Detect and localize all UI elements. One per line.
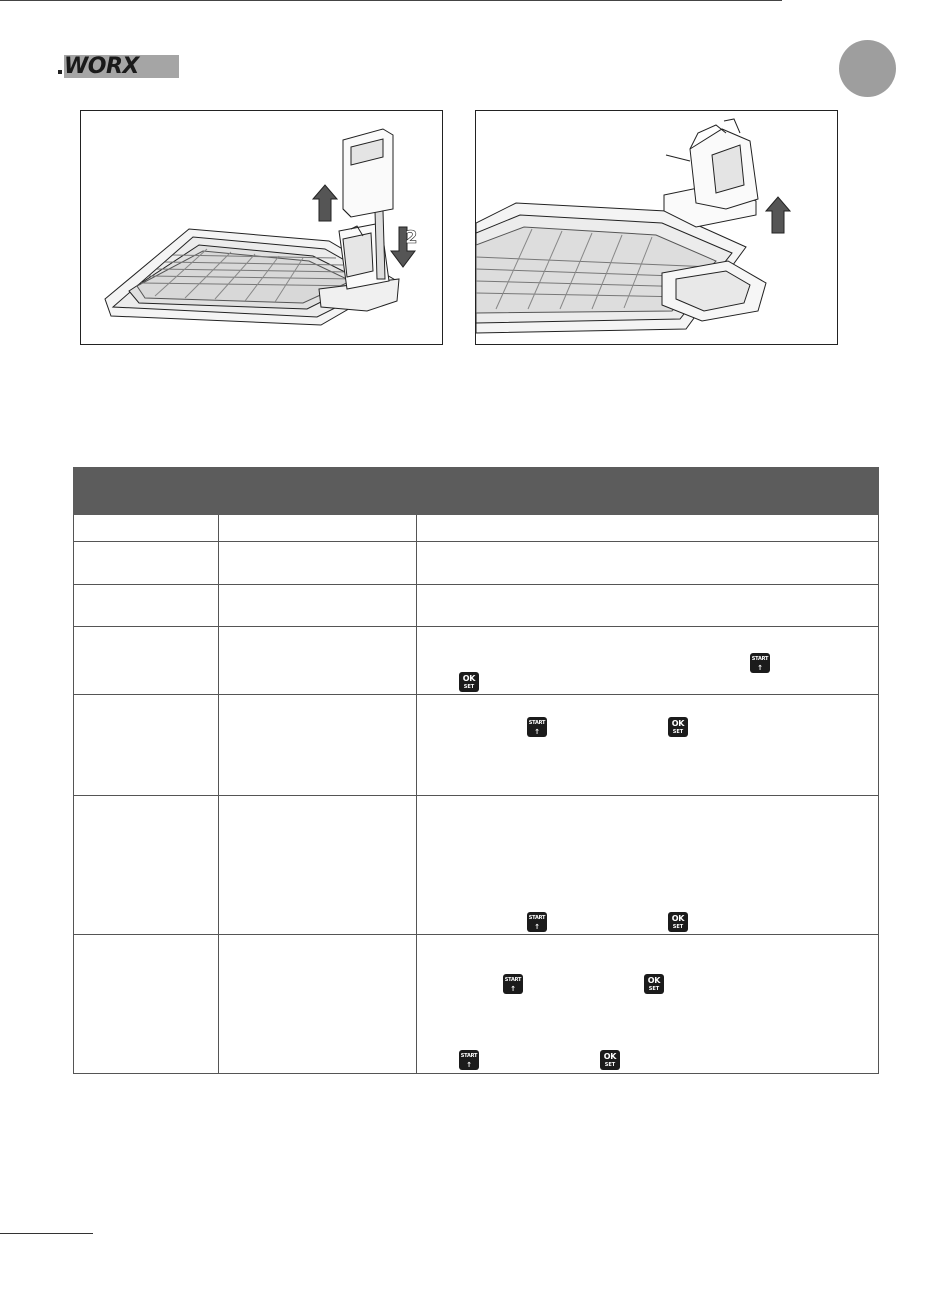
start-button-icon: START ↑ xyxy=(527,912,547,932)
table-row xyxy=(74,935,879,1074)
table-cell xyxy=(417,627,879,695)
bottom-rule xyxy=(0,1233,93,1234)
figure-remove-cover xyxy=(80,110,443,345)
ok-button-icon: OK SET xyxy=(600,1050,620,1070)
logo-dot xyxy=(58,70,62,74)
table-cell xyxy=(219,627,417,695)
table-cell xyxy=(219,542,417,585)
table-row xyxy=(74,585,879,627)
start-button-icon: START ↑ xyxy=(459,1050,479,1070)
logo-text: WORX xyxy=(64,54,139,79)
table-header-row xyxy=(74,468,879,515)
table-row xyxy=(74,695,879,796)
table-cell xyxy=(74,796,219,935)
table-row xyxy=(74,796,879,935)
figure-remove-cover-illustration xyxy=(81,111,442,344)
table-cell xyxy=(74,935,219,1074)
start-button-icon: START ↑ xyxy=(750,653,770,673)
table-cell xyxy=(417,695,879,796)
logo-mark xyxy=(54,55,64,78)
ok-button-icon: OK SET xyxy=(668,717,688,737)
figure-lift-charging-unit-illustration xyxy=(476,111,837,344)
top-rule xyxy=(0,0,782,1)
table-header-cell xyxy=(219,468,417,515)
figure-lift-charging-unit xyxy=(475,110,838,345)
table-cell xyxy=(417,796,879,935)
table-cell xyxy=(74,585,219,627)
table-cell xyxy=(74,695,219,796)
start-button-icon: START ↑ xyxy=(503,974,523,994)
table-header-cell xyxy=(74,468,219,515)
table-cell xyxy=(74,627,219,695)
worx-logo xyxy=(54,55,179,78)
table-cell xyxy=(417,935,879,1074)
table-cell xyxy=(417,585,879,627)
table-row xyxy=(74,515,879,542)
table-row xyxy=(74,542,879,585)
table-cell xyxy=(74,515,219,542)
troubleshooting-table xyxy=(73,467,879,1074)
table-cell xyxy=(219,935,417,1074)
table-cell xyxy=(219,796,417,935)
table-row xyxy=(74,627,879,695)
ok-button-icon: OK SET xyxy=(644,974,664,994)
table-cell xyxy=(219,515,417,542)
table-cell xyxy=(417,515,879,542)
table-cell xyxy=(219,695,417,796)
step-number-2: 2 xyxy=(405,227,418,248)
table-cell xyxy=(417,542,879,585)
start-button-icon: START ↑ xyxy=(527,717,547,737)
table-cell xyxy=(74,542,219,585)
ok-button-icon: OK SET xyxy=(459,672,479,692)
table-cell xyxy=(219,585,417,627)
ok-button-icon: OK SET xyxy=(668,912,688,932)
table-header-cell xyxy=(417,468,879,515)
language-badge xyxy=(839,40,896,97)
